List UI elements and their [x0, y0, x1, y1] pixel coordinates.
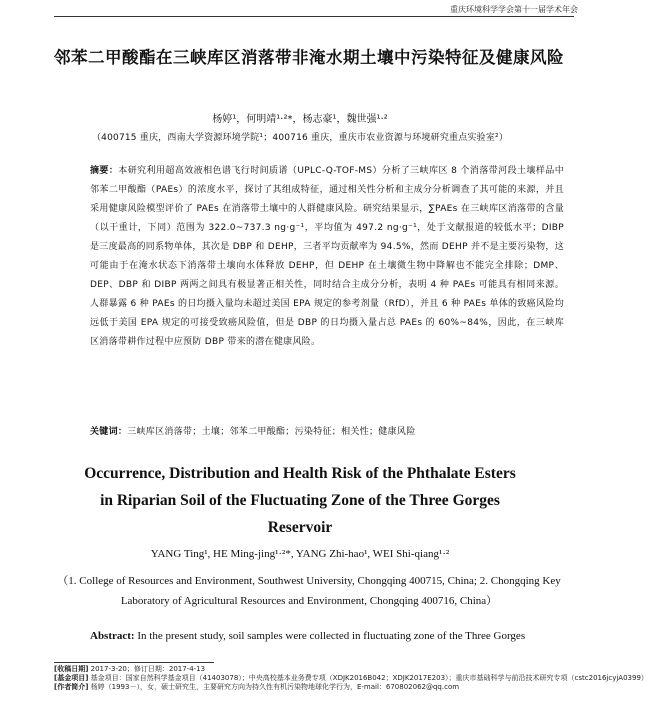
chinese-authors: 杨婷¹，何明靖¹·²*，杨志豪¹，魏世强¹·² [212, 114, 388, 125]
chinese-keywords [90, 424, 564, 437]
chinese-abstract-text: 本研究利用超高效液相色谱飞行时间质谱（UPLC-Q-TOF-MS）分析了三峡库区 8 个消落带河段土壤样品中邻苯二甲酸酯（PAEs）的浓度水平，探讨了其组成特征，通过相关性分析和主成分分析调查了其可能的来源，并且采用健康风险模型评价了 PAEs 在消落带土壤中的人群健康风险。研究结果显示，∑PAEs 在三峡库区消落带的含量（以干重计，下同）范围为 322.0~737.3 ng·g⁻¹，平均值为 497.2 ng·g⁻¹，处于文献报道的较低水平；DIBP 是三度最高的同系物单体，其次是 DBP 和 DEHP，三者平均贡献率为 94.5%，然而 DEHP 并不是主要污染物，这可能由于在淹水状态下消落带土壤向水体释放 DEHP，但 DEHP 在土壤微生物中降解也不能完全排除；DMP、DEP、DBP 和 DIBP 两两之间具有极显著正相关性，同时结合主成分分析，表明 4 种 PAEs 可能具有相同来源。人群暴露 6 种 PAEs 的日均摄入量均未超过美国 EPA 规定的参考剂量（RfD），并且 6 种 PAEs 单体的致癌风险均远低于美国 EPA 规定的可接受致癌风险值，但是 DBP 的日均摄入量占总 PAEs 的 60%~84%，因此，在三峡库区消落带耕作过程中应预防 DBP 带来的潜在健康风险。 [90, 166, 565, 347]
footnote-received: [收稿日期] 2017-3-20；修订日期：2017-4-13 [54, 665, 206, 673]
english-abstract-label: Abstract: [90, 630, 135, 642]
chinese-title: 邻苯二甲酸酯在三峡库区消落带非淹水期土壤中污染特征及健康风险 [54, 48, 564, 67]
english-abstract [90, 630, 566, 642]
english-authors: YANG Ting¹, HE Ming-jing¹·²*, YANG Zhi-hao¹, WEI Shi-qiang¹·² [150, 548, 450, 560]
footnote-rule [54, 662, 214, 663]
chinese-keywords-text: 三峡库区消落带；土壤；邻苯二甲酸酯；污染特征；相关性；健康风险 [127, 427, 416, 437]
chinese-affiliation: （400715 重庆，西南大学资源环境学院¹；400716 重庆，重庆市农业资源与环境研究重点实验室²） [91, 133, 509, 143]
footnote-author: [作者简介] 杨婷（1993－），女，硕士研究生，主要研究方向为持久性有机污染物地球化学行为，E-mail：670802062@qq.com [54, 683, 460, 691]
running-header: 重庆环境科学学会第十一届学术年会 [450, 5, 578, 14]
footnotes [54, 665, 648, 692]
chinese-keywords-label: 关键词： [90, 427, 128, 437]
english-abstract-text: In the present study, soil samples were collected in fluctuating zone of the Three Gorges [137, 630, 526, 642]
english-title: Occurrence, Distribution and Health Risk of the Phthalate Esters in Riparian Soil of the Fluctuating Zone of the Three Gorges Reservoir [84, 465, 516, 536]
chinese-abstract [90, 162, 564, 352]
english-affiliation: （1. College of Resources and Environment, Southwest University, Chongqing 400715, China; 2. Chongqing Key Laboratory of Agricultural Resources and Environment, Chongqing 400716, China） [57, 575, 561, 607]
header-rule [54, 16, 574, 17]
chinese-abstract-label: 摘要： [90, 166, 119, 176]
footnote-funding: [基金项目] 基金项目：国家自然科学基金项目（41403078）；中央高校基本业务费专项（XDJK2016B042；XDJK2017E203）；重庆市基础科学与前沿技术研究专项（cstc2016jcyjA0399） [54, 674, 648, 682]
